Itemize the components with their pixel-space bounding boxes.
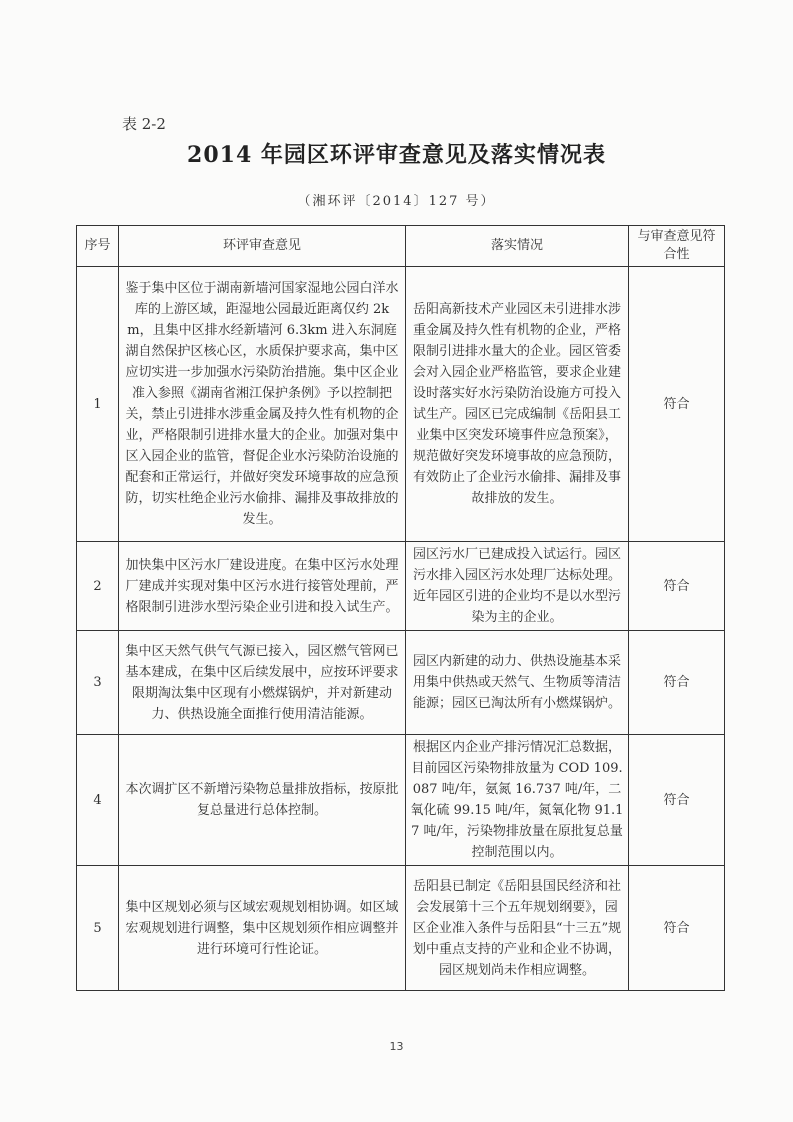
table-row bbox=[77, 267, 725, 542]
row-opinion: 本次调扩区不新增污染物总量排放指标，按原批复总量进行总体控制。 bbox=[119, 735, 406, 866]
row-index: 4 bbox=[77, 735, 119, 866]
table-header-row bbox=[77, 226, 725, 267]
header-opinion: 环评审查意见 bbox=[119, 226, 406, 267]
row-opinion: 加快集中区污水厂建设进度。在集中区污水处理厂建成并实现对集中区污水进行接管处理前，严格限制引进涉水型污染企业引进和投入试生产。 bbox=[119, 542, 406, 631]
row-implementation: 园区内新建的动力、供热设施基本采用集中供热或天然气、生物质等清洁能源；园区已淘汰所有小燃煤锅炉。 bbox=[406, 631, 629, 735]
document-subtitle: （湘环评〔2014〕127 号） bbox=[297, 194, 496, 209]
row-compliance: 符合 bbox=[629, 542, 725, 631]
row-index: 1 bbox=[77, 267, 119, 542]
table-label: 表 2-2 bbox=[122, 115, 166, 133]
table-row bbox=[77, 542, 725, 631]
page-number: 13 bbox=[389, 1040, 404, 1053]
row-index: 3 bbox=[77, 631, 119, 735]
row-implementation: 园区污水厂已建成投入试运行。园区污水排入园区污水处理厂达标处理。近年园区引进的企业均不是以水型污染为主的企业。 bbox=[406, 542, 629, 631]
row-compliance: 符合 bbox=[629, 267, 725, 542]
header-index: 序号 bbox=[77, 226, 119, 267]
row-implementation: 根据区内企业产排污情况汇总数据，目前园区污染物排放量为 COD 109.087 吨/年，氨氮 16.737 吨/年，二氧化硫 99.15 吨/年，氮氧化物 91.17 吨/年，污染物排放量在原批复总量控制范围以内。 bbox=[406, 735, 629, 866]
row-compliance: 符合 bbox=[629, 866, 725, 991]
review-opinions-table bbox=[76, 225, 725, 991]
row-implementation: 岳阳县已制定《岳阳县国民经济和社会发展第十三个五年规划纲要》，园区企业准入条件与岳阳县“十三五”规划中重点支持的产业和企业不协调，园区规划尚未作相应调整。 bbox=[406, 866, 629, 991]
row-opinion: 鉴于集中区位于湖南新墙河国家湿地公园白洋水库的上游区域，距湿地公园最近距离仅约 2km，且集中区排水经新墙河 6.3km 进入东洞庭湖自然保护区核心区，水质保护要求高，集中区应切实进一步加强水污染防治措施。集中区企业准入参照《湖南省湘江保护条例》予以控制把关，禁止引进排水涉重金属及持久性有机物的企业，严格限制引进排水量大的企业。加强对集中区入园企业的监管，督促企业水污染防治设施的配套和正常运行，并做好突发环境事故的应急预防，切实杜绝企业污水偷排、漏排及事故排放的发生。 bbox=[119, 267, 406, 542]
table-row bbox=[77, 735, 725, 866]
row-index: 5 bbox=[77, 866, 119, 991]
header-implementation: 落实情况 bbox=[406, 226, 629, 267]
row-compliance: 符合 bbox=[629, 735, 725, 866]
row-opinion: 集中区规划必须与区域宏观规划相协调。如区域宏观规划进行调整，集中区规划须作相应调整并进行环境可行性论证。 bbox=[119, 866, 406, 991]
document-title: 2014 年园区环评审查意见及落实情况表 bbox=[187, 142, 606, 168]
table-row bbox=[77, 631, 725, 735]
header-compliance: 与审查意见符合性 bbox=[629, 226, 725, 267]
table-row bbox=[77, 866, 725, 991]
row-opinion: 集中区天然气供气气源已接入，园区燃气管网已基本建成，在集中区后续发展中，应按环评要求限期淘汰集中区现有小燃煤锅炉，并对新建动力、供热设施全面推行使用清洁能源。 bbox=[119, 631, 406, 735]
row-compliance: 符合 bbox=[629, 631, 725, 735]
row-implementation: 岳阳高新技术产业园区未引进排水涉重金属及持久性有机物的企业，严格限制引进排水量大的企业。园区管委会对入园企业严格监管，要求企业建设时落实好水污染防治设施方可投入试生产。园区已完成编制《岳阳县工业集中区突发环境事件应急预案》，规范做好突发环境事故的应急预防，有效防止了企业污水偷排、漏排及事故排放的发生。 bbox=[406, 267, 629, 542]
row-index: 2 bbox=[77, 542, 119, 631]
